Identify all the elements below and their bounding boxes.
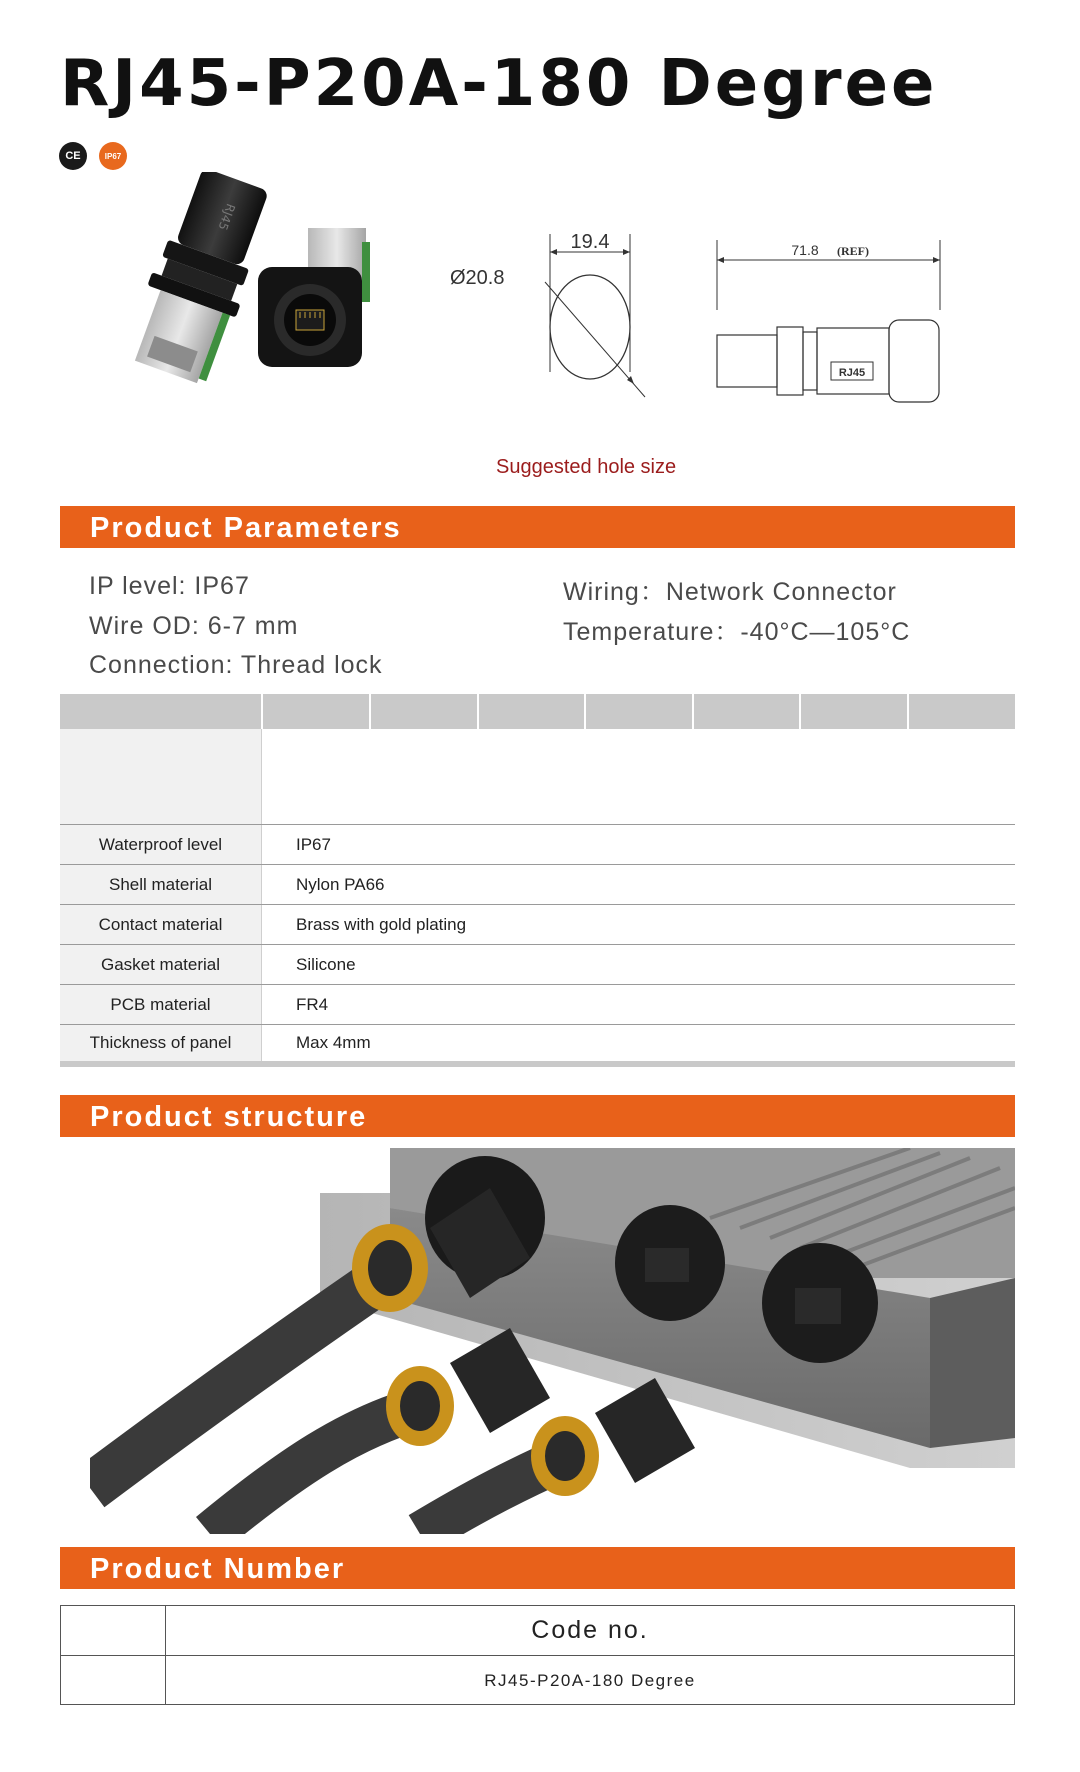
param-wire-od: Wire OD: 6-7 mm	[89, 612, 299, 640]
side-view-label: RJ45	[838, 367, 866, 379]
hole-size-drawing	[445, 232, 655, 412]
param-connection: Connection: Thread lock	[89, 651, 383, 679]
spec-value: FR4	[296, 994, 329, 1014]
spec-value: Silicone	[296, 954, 356, 974]
param-temperature: Temperature：-40°C—105°C	[563, 618, 911, 646]
ce-mark-icon: CE	[59, 142, 87, 170]
spec-row-pcb	[60, 984, 1015, 1024]
spec-label: Thickness of panel	[60, 1025, 261, 1061]
product-number-table	[60, 1605, 1015, 1705]
structure-section-header	[60, 1095, 1015, 1137]
structure-heading: Product structure	[90, 1101, 368, 1133]
spec-label: Contact material	[60, 905, 261, 944]
hole-diameter-dimension: Ø20.8	[450, 267, 505, 289]
hole-size-caption: Suggested hole size	[496, 456, 677, 478]
page-title: RJ45-P20A-180 Degree	[60, 47, 938, 121]
spec-value: IP67	[296, 834, 331, 854]
spec-row-panel-thickness	[60, 1024, 1015, 1061]
product-label-text: RJ45	[215, 201, 238, 233]
spec-label: Shell material	[60, 865, 261, 904]
code-column-header: Code no.	[531, 1616, 649, 1644]
parameters-heading: Product Parameters	[90, 512, 402, 544]
spec-row-contact	[60, 904, 1015, 944]
structure-product-image	[90, 1148, 1015, 1534]
hole-width-dimension: 19.4	[570, 232, 610, 253]
overall-length-dimension: 71.8	[791, 242, 819, 258]
number-heading: Product Number	[90, 1553, 346, 1585]
spec-value: Brass with gold plating	[296, 914, 467, 934]
spec-label: Gasket material	[60, 945, 261, 984]
spec-row-shell	[60, 864, 1015, 904]
overall-length-note: (REF)	[837, 244, 869, 258]
side-view-drawing	[705, 240, 955, 405]
spec-label: PCB material	[60, 985, 261, 1024]
parameters-section-header	[60, 506, 1015, 548]
ip67-badge-icon: IP67	[99, 142, 127, 170]
spec-value: Nylon PA66	[296, 874, 385, 894]
connector-product-image	[100, 172, 440, 422]
spec-table-header	[60, 694, 1015, 729]
spec-table-blank-cell	[60, 729, 261, 824]
spec-row-gasket	[60, 944, 1015, 984]
spec-row-waterproof	[60, 824, 1015, 864]
number-section-header	[60, 1547, 1015, 1589]
spec-label: Waterproof level	[60, 825, 261, 864]
spec-value: Max 4mm	[296, 1033, 371, 1052]
certification-badges	[59, 142, 127, 170]
param-ip-level: IP level: IP67	[89, 572, 250, 600]
spec-table-footer	[60, 1061, 1015, 1067]
product-code-value: RJ45-P20A-180 Degree	[484, 1670, 696, 1690]
param-wiring: Wiring：Network Connector	[563, 578, 897, 606]
